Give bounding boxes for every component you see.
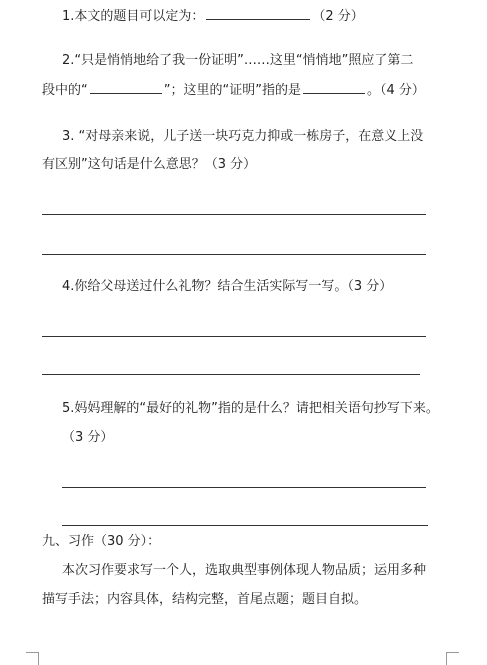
- corner-mark-bottom-left: [26, 652, 39, 665]
- question-5-line-1: 5.妈妈理解的“最好的礼物”指的是什么？请把相关语句抄写下来。: [62, 401, 439, 416]
- question-2-text-a: 段中的“: [42, 83, 88, 98]
- section-9-prompt-line-2: 描写手法；内容具体，结构完整，首尾点题；题目自拟。: [42, 592, 368, 607]
- question-4-answer-line-1[interactable]: [42, 336, 426, 337]
- question-1: [62, 6, 364, 26]
- question-1-score: （2 分）: [312, 9, 364, 24]
- question-3-line-1: 3. “对母亲来说，儿子送一块巧克力抑或一栋房子，在意义上没: [62, 129, 424, 144]
- question-3-line-2: 有区别”这句话是什么意思？（3 分）: [42, 157, 257, 172]
- question-3-answer-line-2[interactable]: [42, 254, 426, 255]
- corner-mark-bottom-right: [446, 652, 459, 665]
- question-5-line-2: （3 分）: [62, 430, 114, 445]
- question-4: 4.你给父母送过什么礼物？结合生活实际写一写。（3 分）: [62, 279, 393, 294]
- question-5-answer-line-2[interactable]: [62, 525, 428, 526]
- section-9-heading: 九、习作（30 分）：: [42, 534, 161, 549]
- question-2-answer-blank-2[interactable]: [303, 80, 365, 94]
- question-2-score: 。（4 分）: [366, 83, 425, 98]
- question-2-text-b: ”；这里的“证明”指的是: [163, 83, 301, 98]
- question-2-line-2: [42, 80, 425, 100]
- question-4-answer-line-2[interactable]: [42, 374, 420, 375]
- section-9-prompt-line-1: 本次习作要求写一个人，选取典型事例体现人物品质；运用多种: [62, 563, 427, 578]
- question-2-line-1: 2.“只是悄悄地给了我一份证明”……这里“悄悄地”照应了第二: [62, 53, 414, 68]
- question-1-answer-blank[interactable]: [206, 6, 310, 20]
- question-3-answer-line-1[interactable]: [42, 214, 426, 215]
- question-1-text: 1.本文的题目可以定为：: [62, 9, 205, 24]
- question-5-answer-line-1[interactable]: [62, 487, 426, 488]
- question-2-answer-blank-1[interactable]: [90, 80, 162, 94]
